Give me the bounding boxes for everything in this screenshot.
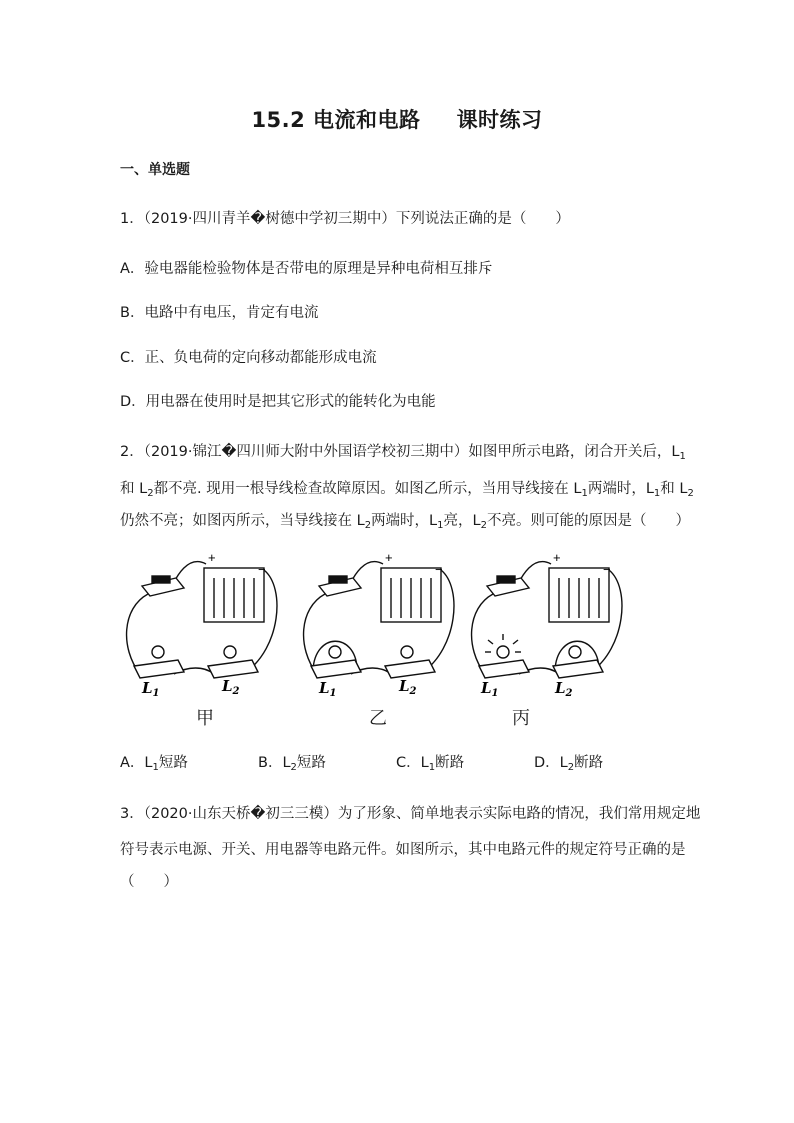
lamp-label-l2: $L_2$	[222, 677, 240, 697]
q2-option-b: B．$L_2$短路	[258, 755, 326, 773]
q3-line-3: （ ）	[120, 874, 178, 890]
q2-sub: 1	[437, 520, 444, 531]
q2-text: 两端时，L	[371, 513, 438, 529]
q2-text: 不亮。则可能的原因是（ ）	[486, 513, 690, 529]
q2-option-d: D．$L_2$断路	[534, 755, 604, 773]
q3-line-1: 3．（2020·山东天桥�初三三模）为了形象、简单地表示实际电路的情况，我们常用规定地	[120, 806, 701, 822]
diagram-label-bing: 丙	[512, 708, 530, 729]
q2-options	[120, 751, 672, 773]
title-sub: 课时练习	[456, 108, 543, 132]
lamp-label-l2: $L_2$	[555, 679, 573, 698]
q1-option-c: C．正、负电荷的定向移动都能形成电流	[120, 350, 377, 366]
q2-sub: 2	[687, 488, 694, 499]
minus-sign: −	[435, 562, 443, 577]
q2-sub: 2	[147, 488, 154, 499]
diagram-label-yi: 乙	[369, 708, 387, 729]
q2-text: 都不亮. 现用一根导线检查故障原因。如图乙所示，当用导线接在 L	[153, 481, 582, 497]
q1-option-b: B．电路中有电压，肯定有电流	[120, 305, 319, 321]
title-main: 15.2 电流和电路	[251, 108, 421, 132]
q2-text: 和 L	[660, 481, 688, 497]
minus-sign: −	[258, 562, 266, 577]
q2-sub: 1	[653, 488, 661, 499]
q2-text: 亮，L	[443, 513, 481, 529]
q2-text: 两端时，L	[587, 481, 654, 497]
q2-text: 和 L	[120, 481, 148, 497]
lamp-label-l2: $L_2$	[399, 677, 417, 697]
q2-text: 仍然不亮；如图丙所示，当导线接在 L	[120, 513, 365, 529]
q2-text: 2．（2019·锦江�四川师大附中外国语学校初三期中）如图甲所示电路，闭合开关后，L	[120, 444, 680, 460]
q1-stem: 1．（2019·四川青羊�树德中学初三期中）下列说法正确的是（ ）	[120, 211, 570, 227]
q2-option-c: C．$L_1$断路	[396, 755, 465, 773]
lamp-label-l1: $L_1$	[481, 679, 499, 698]
q2-sub: 1	[581, 488, 588, 499]
circuit-diagram-bing	[463, 548, 633, 698]
q2-sub: 1	[679, 451, 686, 462]
diagram-label-jia: 甲	[196, 708, 214, 729]
q1-option-d: D．用电器在使用时是把其它形式的能转化为电能	[120, 394, 436, 410]
minus-sign: −	[603, 562, 611, 577]
q2-option-a: A．$L_1$短路	[120, 755, 188, 773]
circuit-diagram-yi	[295, 548, 465, 698]
plus-sign: +	[385, 550, 393, 565]
q1-option-a: A．验电器能检验物体是否带电的原理是异种电荷相互排斥	[120, 261, 493, 277]
q2-line-2	[120, 477, 694, 499]
page-title	[0, 104, 794, 134]
plus-sign: +	[208, 550, 216, 565]
section-heading: 一、单选题	[120, 162, 190, 178]
lamp-label-l1: $L_1$	[142, 679, 160, 698]
q2-line-3	[120, 509, 690, 531]
lamp-label-l1: $L_1$	[319, 679, 337, 698]
plus-sign: +	[553, 550, 561, 565]
circuit-diagram-jia	[118, 548, 288, 698]
q2-line-1	[120, 440, 686, 462]
q2-sub: 2	[480, 520, 487, 531]
q2-sub: 2	[364, 520, 372, 531]
q3-line-2: 符号表示电源、开关、用电器等电路元件。如图所示，其中电路元件的规定符号正确的是	[120, 842, 686, 858]
